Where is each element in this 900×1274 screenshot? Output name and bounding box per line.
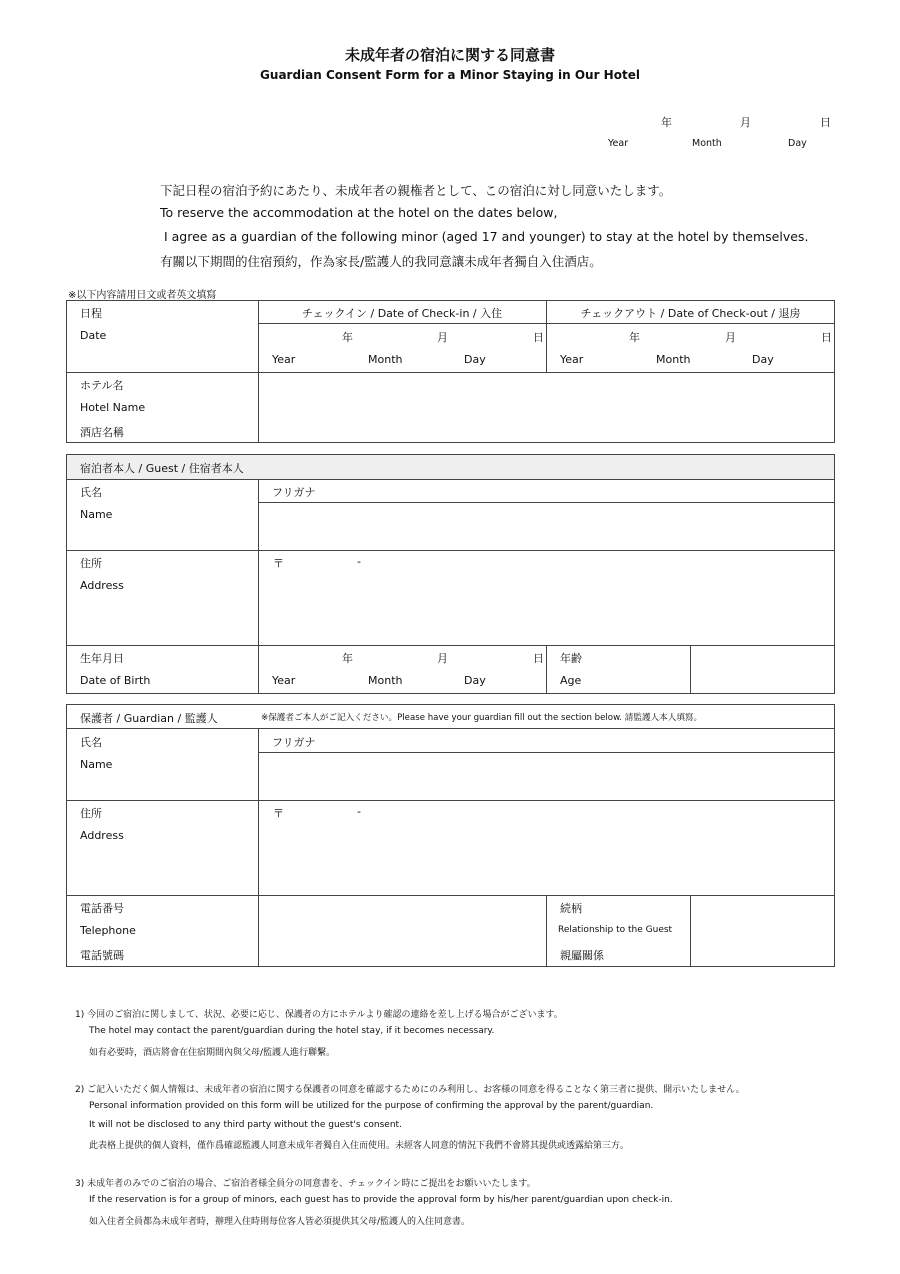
hotel-name-field[interactable] [259, 373, 834, 442]
fill-note: ※以下内容請用日文或者英文填寫 [68, 290, 217, 301]
note-2-en-1: Personal information provided on this form will be utilized for the purpose of confirming the approval by the parent/guardian. [89, 1101, 654, 1111]
guest-age-field[interactable] [691, 646, 834, 693]
guest-postal-mark: 〒 [273, 557, 284, 570]
guardian-postal-dash: - [357, 805, 361, 818]
checkin-month-jp: 月 [437, 331, 448, 344]
guest-age-label-en: Age [560, 674, 582, 687]
date-day-en: Day [788, 138, 807, 149]
note-2-zh: 此表格上提供的個人資料，僅作爲確認監護人同意未成年者獨自入住而使用。未經客人同意的情況下我們不會將其提供或透露給第三方。 [89, 1141, 630, 1151]
checkin-day-jp: 日 [533, 331, 544, 344]
checkout-year-en: Year [560, 353, 584, 366]
hotel-label-en: Hotel Name [80, 401, 146, 414]
note-1-zh: 如有必要時，酒店將會在住宿期間內與父母/監護人進行聯繫。 [89, 1048, 336, 1058]
date-year-jp: 年 [661, 116, 672, 129]
checkout-label: チェックアウト / Date of Check-out / 退房 [580, 307, 801, 320]
guardian-name-field[interactable] [259, 753, 834, 799]
checkout-day-en: Day [752, 353, 774, 366]
relationship-label-ja: 続柄 [560, 902, 582, 915]
hotel-label-zh: 酒店名稱 [80, 426, 124, 439]
note-2-ja: 2) ご記入いただく個人情報は、未成年者の宿泊に関する保護者の同意を確認するためにのみ利用し、お客様の同意を得ることなく第三者に提供、開示いたしません。 [75, 1085, 745, 1095]
intro-line-zh: 有關以下期間的住宿預約，作為家長/監護人的我同意讓未成年者獨自入住酒店。 [160, 254, 602, 269]
date-day-jp: 日 [820, 116, 831, 129]
telephone-label-en: Telephone [80, 924, 136, 937]
checkin-label: チェックイン / Date of Check-in / 入住 [301, 307, 503, 320]
title-en: Guardian Consent Form for a Minor Staying in Our Hotel [260, 68, 640, 82]
guest-name-field[interactable] [259, 503, 834, 549]
guest-address-field[interactable] [259, 551, 834, 644]
guardian-address-label-en: Address [80, 829, 124, 842]
note-2-en-2: It will not be disclosed to any third party without the guest's consent. [89, 1120, 402, 1130]
checkout-month-en: Month [656, 353, 691, 366]
note-1-ja: 1) 今回のご宿泊に関しまして、状況、必要に応じ、保護者の方にホテルより確認の連絡を差し上げる場合がございます。 [75, 1010, 563, 1020]
checkin-month-en: Month [368, 353, 403, 366]
guest-name-label-en: Name [80, 508, 113, 521]
guest-dob-label-ja: 生年月日 [80, 652, 124, 665]
checkin-year-jp: 年 [342, 331, 353, 344]
guardian-furigana-label: フリガナ [272, 736, 316, 749]
guardian-address-label-ja: 住所 [80, 807, 102, 820]
schedule-label-ja: 日程 [80, 307, 102, 320]
intro-line-en-1: To reserve the accommodation at the hotel on the dates below, [160, 205, 558, 220]
guardian-section-note: ※保護者ご本人がご記入ください。Please have your guardian fill out the section below. 請監護人本人填寫。 [261, 713, 703, 723]
note-3-zh: 如入住者全員都為未成年者時，辦理入住時則每位客人皆必須提供其父母/監護人的入住同意書。 [89, 1217, 471, 1227]
note-1-en: The hotel may contact the parent/guardian during the hotel stay, if it becomes necessary. [89, 1026, 495, 1036]
telephone-label-zh: 電話號碼 [80, 949, 124, 962]
guest-postal-dash: - [357, 555, 361, 568]
date-year-en: Year [608, 138, 629, 149]
guest-dob-day-en: Day [464, 674, 486, 687]
guardian-postal-mark: 〒 [273, 807, 284, 820]
guest-address-label-en: Address [80, 579, 124, 592]
title-ja: 未成年者の宿泊に関する同意書 [344, 46, 555, 64]
guest-furigana-label: フリガナ [272, 486, 316, 499]
date-month-en: Month [692, 138, 722, 149]
telephone-field[interactable] [259, 896, 545, 966]
checkout-year-jp: 年 [629, 331, 640, 344]
intro-line-ja: 下記日程の宿泊予約にあたり、未成年者の親権者として、この宿泊に対し同意いたします。 [160, 183, 672, 198]
guest-dob-label-en: Date of Birth [80, 674, 151, 687]
checkin-day-en: Day [464, 353, 486, 366]
date-month-jp: 月 [740, 116, 751, 129]
guardian-name-label-ja: 氏名 [80, 736, 102, 749]
note-3-ja: 3) 未成年者のみでのご宿泊の場合、ご宿泊者様全員分の同意書を、チェックイン時にご提出をお願いいたします。 [75, 1179, 536, 1189]
guest-dob-year-jp: 年 [342, 652, 353, 665]
guardian-section-label: 保護者 / Guardian / 監護人 [80, 712, 218, 725]
guest-dob-year-en: Year [272, 674, 296, 687]
schedule-label-en: Date [80, 329, 107, 342]
relationship-label-zh: 親屬關係 [560, 949, 604, 962]
guest-name-label-ja: 氏名 [80, 486, 102, 499]
guardian-name-label-en: Name [80, 758, 113, 771]
intro-line-en-2: I agree as a guardian of the following minor (aged 17 and younger) to stay at the hotel by themselves. [160, 229, 809, 244]
note-3-en: If the reservation is for a group of minors, each guest has to provide the approval form by his/her parent/guardian upon check-in. [89, 1195, 673, 1205]
checkout-day-jp: 日 [821, 331, 832, 344]
relationship-label-en: Relationship to the Guest [558, 925, 673, 935]
checkout-month-jp: 月 [725, 331, 736, 344]
relationship-field[interactable] [691, 896, 834, 966]
guest-dob-month-jp: 月 [437, 652, 448, 665]
checkin-year-en: Year [272, 353, 296, 366]
telephone-label-ja: 電話番号 [80, 902, 124, 915]
guest-dob-day-jp: 日 [533, 652, 544, 665]
guest-section-label: 宿泊者本人 / Guest / 住宿者本人 [80, 462, 244, 475]
guest-address-label-ja: 住所 [80, 557, 102, 570]
guest-age-label-ja: 年齢 [560, 652, 582, 665]
guardian-address-field[interactable] [259, 801, 834, 894]
hotel-label-ja: ホテル名 [80, 379, 124, 392]
guest-dob-month-en: Month [368, 674, 403, 687]
